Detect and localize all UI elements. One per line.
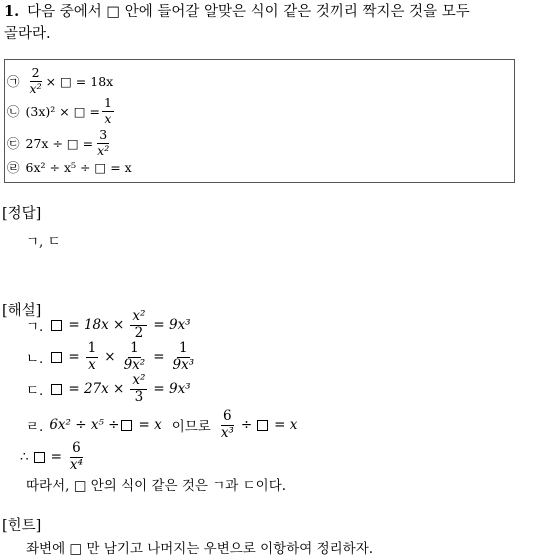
explanation-line-1-label: ㄱ. (26, 319, 44, 335)
options-box (4, 59, 515, 183)
question (4, 1, 532, 45)
question-number: 1. (4, 3, 20, 20)
option-1-fraction: $\frac{2}{\text{x²}}$ (29, 65, 42, 96)
explanation-line-1: ㄱ. = 18x × $\frac{\text{x²}}{2}$ = 9x³ (26, 308, 191, 341)
explanation-line-2-label: ㄴ. (26, 351, 44, 367)
answer-heading: [정답] (2, 206, 42, 222)
question-line-1 (4, 1, 532, 23)
option-1 (7, 65, 114, 96)
explanation-line-3: ㄷ. = 27x × $\frac{\text{x²}}{3}$ = 9x³ (26, 372, 191, 405)
therefore-symbol: ∴ (20, 449, 29, 465)
explanation-line-2: ㄴ. = $\frac{1}{x}$ × $\frac{1}{\text{9x²}}$ = $\frac{1}{\text{9x³}}$ (26, 340, 195, 373)
answer-text: ㄱ, ㄷ (26, 234, 61, 250)
option-2-fraction: $\frac{1}{x}$ (103, 95, 112, 126)
question-line-2: 골라라. (4, 26, 51, 42)
blank-box-icon (121, 420, 132, 431)
explanation-line-4: ㄹ. 6x² ÷ x⁵ ÷ = x 이므로 $\frac{6}{\text{x³}}$ ÷ = x (26, 408, 298, 441)
explanation-line-3-label: ㄷ. (26, 383, 44, 399)
blank-box-icon (257, 420, 268, 431)
option-3-expr: 27x ÷ □ = (25, 135, 94, 151)
explanation-line-1-fraction: $\frac{\text{x²}}{2}$ (132, 308, 146, 341)
word-iimeuro: 이므로 (171, 419, 211, 435)
option-3 (7, 127, 113, 158)
explanation-line-5: ∴ = $\frac{6}{\text{x⁴}}$ (20, 440, 83, 473)
option-4 (7, 154, 132, 180)
option-2 (7, 95, 116, 126)
option-1-marker: ㉠ (7, 74, 20, 89)
option-4-expr: 6x² ÷ x⁵ ÷ □ = x (25, 159, 132, 175)
blank-box-icon (51, 352, 62, 363)
hint-heading: [힌트] (2, 518, 42, 534)
blank-box-icon (51, 384, 62, 395)
question-text-1: 다음 중에서 □ 안에 들어갈 알맞은 식이 같은 것끼리 짝지은 것을 모두 (27, 4, 470, 20)
option-2-marker: ㉡ (7, 104, 20, 119)
option-4-marker: ㉣ (7, 160, 20, 175)
option-2-expr: (3x)² × □ = (25, 103, 100, 119)
explanation-line-4-label: ㄹ. (26, 419, 44, 435)
explanation-heading: [해설] (2, 303, 42, 319)
explanation-conclusion: 따라서, □ 안의 식이 같은 것은 ㄱ과 ㄷ이다. (26, 478, 287, 494)
option-3-marker: ㉢ (7, 136, 20, 151)
option-3-fraction: $\frac{3}{\text{x²}}$ (97, 127, 110, 158)
blank-box-icon (34, 452, 45, 463)
hint-text: 좌변에 □ 만 남기고 나머지는 우변으로 이항하여 정리하자. (26, 541, 374, 557)
blank-box-icon (51, 320, 62, 331)
option-1-rest: × □ = 18x (45, 73, 114, 89)
